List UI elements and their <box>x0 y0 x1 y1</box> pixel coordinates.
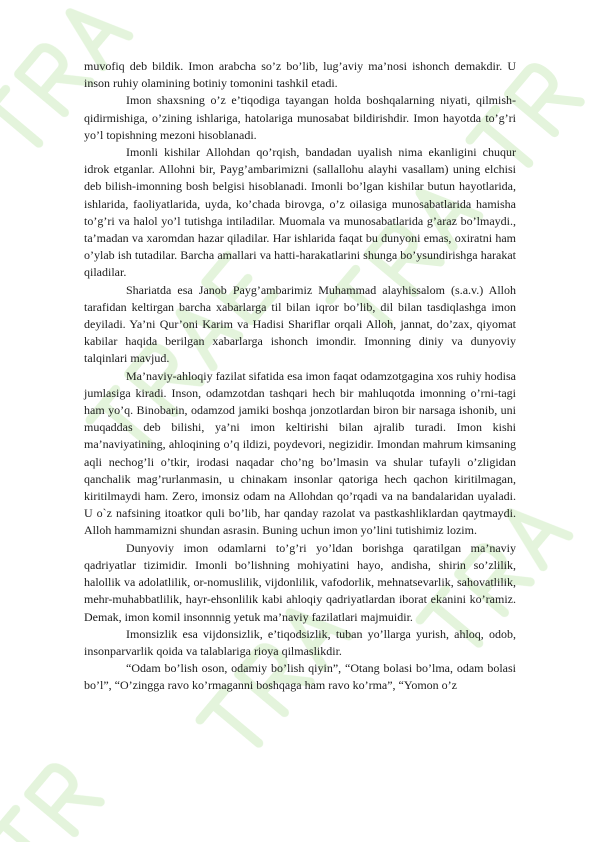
paragraph-8: “Odam bo’lish oson, odamiy bo’lish qiyin”, “Otang bolasi bo’lma, odam bolasi bo’l”, “O’zingga ravo ko’rmaganni boshqaga ham ravo ko’rma”, “Yomon o’z <box>84 661 516 693</box>
paragraph-6: Dunyoviy imon odamlarni to’g’ri yo’ldan borishga qaratilgan ma’naviy qadriyatlar tizimidir. Imonli bo’lishning mohiyatini hayo, andisha, shirin so’zlilik, halollik va adolatlilik, or-nomuslilik, vijdonlilik, vafodorlik, mehnatsevarlik, sahovatlilik, mehr-muhabbatlilik, hayr-ehsonlilik kabi ahloqiy qadriyatlardan iborat ekanini ko’ramiz. Demak, imon komil insonnnig yetuk ma’naviy fazilatlari majmuidir. <box>84 540 516 624</box>
paragraph-4: Shariatda esa Janob Payg’ambarimiz Muhammad alayhissalom (s.a.v.) Alloh tarafidan keltirgan barcha xabarlarga til bilan iqror bo’lib, dil bilan tasdiqlashga imon deyiladi. Ya’ni Qur’oni Karim va Hadisi Shariflar orqali Alloh, jannat, do’zax, qiyomat kabilar haqida berilgan xabarlarga ishonch imondir. Imonning diniy va dunyoviy talqinlari mavjud. <box>84 282 516 366</box>
paragraph-7: Imonsizlik esa vijdonsizlik, e’tiqodsizlik, tuban yo’llarga yurish, ahloq, odob, insonparvarlik qoida va talablariga rioya qilmaslikdir. <box>84 626 516 658</box>
paragraph-5: Ma’naviy-ahloqiy fazilat sifatida esa imon faqat odamzotgagina xos ruhiy hodisa jumlasiga kiradi. Inson, odamzotdan tashqari hech bir mahluqotda imonning o’rni-tagi ham yo’q. Binobarin, odamzod jamiki boshqa jonzotlardan biron bir narsaga ishonib, uni muqaddas deb bilishi, ya’ni imon keltirishi bilan ajralib turadi. Imon kishi ma’naviyatining, ahloqining o’q ildizi, poydevori, negizidir. Imondan mahrum kimsaning aqli nechog’li o’tkir, irodasi naqadar cho’ng bo’lmasin va shular tufayli o’zligidan qanchalik mag’rurlanmasin, u chinakam insonlar qatoriga hech qachon kiritilmagan, kiritilmaydi ham. Zero, imonsiz odam na Allohdan qo’rqadi va na bandalaridan uyaladi. U o`z nafsining itoatkor quli bo’lib, har qanday razolat va pastkashliklardan qaytmaydi. Alloh hammamizni shundan asrasin. Buning uchun imon yo’lini tutishimiz lozim. <box>84 368 516 538</box>
body-text <box>84 58 516 695</box>
paragraph-2: Imon shaxsning o’z e’tiqodiga tayangan holda boshqalarning niyati, qilmish-qidirmishiga, o’zining ishlariga, hatolariga munosabat bildirishdir. Imon hayotda to’g’ri yo’l topishning mezoni hisoblanadi. <box>84 93 516 142</box>
paragraph-1: muvofiq deb bildik. Imon arabcha so’z bo’lib, lug’aviy ma’nosi ishonch demakdir. U inson ruhiy olamining botiniy tomonini tashkil etadi. <box>84 59 516 91</box>
paragraph-3: Imonli kishilar Allohdan qo’rqish, bandadan uyalish nima ekanligini chuqur idrok etganlar. Allohni bir, Payg’ambarimizni (sallallohu alayhi vasallam) uning elchisi deb bilish-imonning bosh belgisi hisoblanadi. Imonli bo’lgan kishilar butun hayotlarida, ishlarida, faoliyatlarida, uyda, ko’chada birovga, o’z oilasiga munosabatlarida hamisha to’g’ri va halol yo’l tutishga intiladilar. Muomala va munosabatlarida g’araz bo’lmaydi., ta’madan va xaromdan hazar qiladilar. Har ishlarida faqat bu dunyoni emas, oxiratni ham o’ylab ish tutadilar. Barcha amallari va hatti-harakatlarini shunga bo’ysundirishga harakat qiladilar. <box>84 145 516 280</box>
